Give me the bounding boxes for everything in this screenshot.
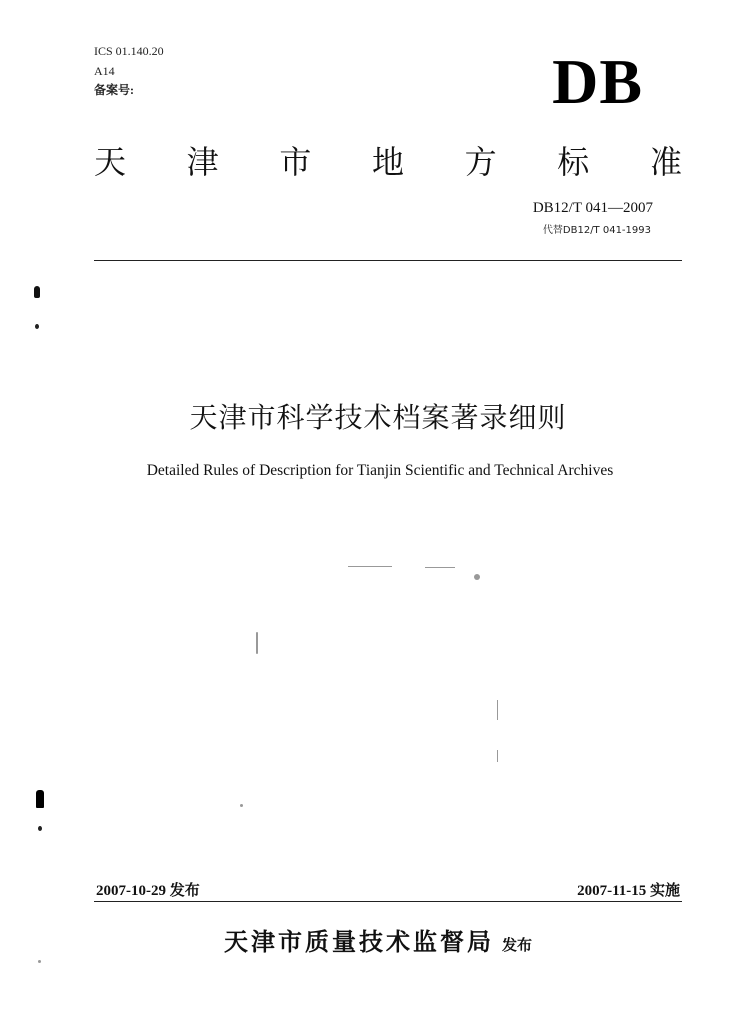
scan-speck <box>35 324 39 329</box>
standard-number: DB12/T 041—2007 <box>532 200 653 216</box>
bottom-divider <box>94 901 682 902</box>
issue-date: 2007-10-29 发布 <box>96 883 200 899</box>
top-divider <box>94 260 682 261</box>
scan-speck <box>474 574 480 580</box>
scan-speck <box>34 286 40 298</box>
standard-type-title <box>94 140 682 180</box>
scan-speck <box>36 790 44 808</box>
document-title-en: Detailed Rules of Description for Tianjin Scientific and Technical Archives <box>146 462 614 479</box>
scan-speck <box>38 826 42 831</box>
standard-type-char: 准 <box>649 143 682 181</box>
document-title-cn: 天津市科学技术档案著录细则 <box>189 401 567 434</box>
scan-speck <box>425 567 455 568</box>
issuer-name: 天津市质量技术监督局 <box>223 928 494 956</box>
standard-type-char: 津 <box>186 143 219 181</box>
scan-speck <box>497 750 498 762</box>
classification-code: A14 <box>94 64 115 78</box>
standard-type-char: 市 <box>279 143 312 181</box>
db-mark: DB <box>552 46 643 117</box>
issuer-suffix: 发布 <box>501 936 532 954</box>
scan-speck <box>348 566 392 567</box>
standard-type-char: 标 <box>557 143 590 181</box>
record-number-label: 备案号: <box>94 83 134 97</box>
ics-code: ICS 01.140.20 <box>94 44 164 58</box>
standard-type-char: 方 <box>464 143 497 181</box>
issuing-authority <box>0 922 729 957</box>
scan-speck <box>38 960 41 963</box>
scan-speck <box>497 700 498 720</box>
replaced-standard-number: 代替DB12/T 041-1993 <box>542 225 651 236</box>
standard-type-char: 天 <box>94 143 127 181</box>
scan-speck <box>240 804 243 807</box>
implementation-date: 2007-11-15 实施 <box>577 883 680 899</box>
scan-speck <box>256 632 258 654</box>
standard-type-char: 地 <box>371 143 404 181</box>
